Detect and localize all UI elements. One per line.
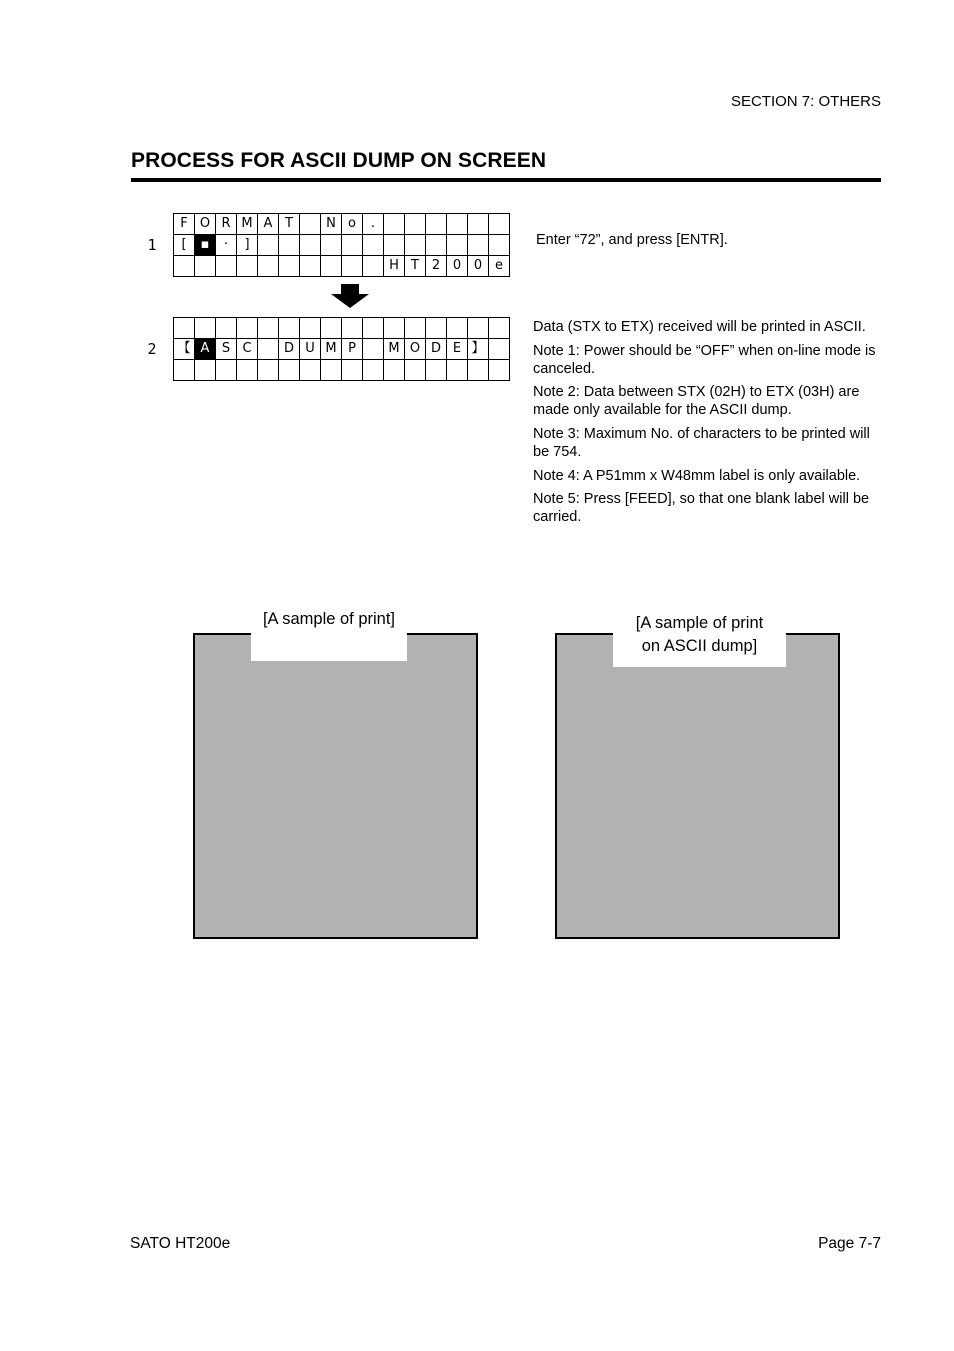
lcd-cell: [384, 318, 405, 339]
lcd-cell: [447, 214, 468, 235]
lcd-cell: [258, 339, 279, 360]
lcd-cell: [237, 318, 258, 339]
lcd-row: [174, 339, 510, 360]
step-1-description: Enter “72”, and press [ENTR].: [536, 232, 728, 248]
step-2-note-intro: Data (STX to ETX) received will be printed in ASCII.: [533, 319, 866, 335]
lcd-cell: C: [237, 339, 258, 360]
lcd-cell: [321, 235, 342, 256]
title-rule: [131, 178, 881, 182]
lcd-cell: [363, 235, 384, 256]
lcd-cell: [489, 214, 510, 235]
lcd-cell: [468, 360, 489, 381]
lcd-cell: ▪: [195, 235, 216, 256]
lcd-cell: [258, 318, 279, 339]
step-1-number: 1: [147, 236, 157, 254]
lcd-cell: T: [279, 214, 300, 235]
sample-ascii-dump-box: [555, 633, 840, 939]
lcd-display-step-2: [173, 317, 510, 381]
lcd-cell: [342, 360, 363, 381]
lcd-cell: [426, 214, 447, 235]
sample-ascii-caption-line-1: [A sample of print: [635, 614, 764, 632]
lcd-cell: P: [342, 339, 363, 360]
lcd-cell: [279, 360, 300, 381]
lcd-cell: [195, 256, 216, 277]
lcd-cell: [468, 214, 489, 235]
lcd-cell: [237, 256, 258, 277]
lcd-cell: [405, 214, 426, 235]
lcd-cell: [300, 235, 321, 256]
lcd-cell: [174, 318, 195, 339]
lcd-cell: D: [279, 339, 300, 360]
lcd-cell: O: [405, 339, 426, 360]
lcd-row: [174, 235, 510, 256]
lcd-cell: [489, 339, 510, 360]
step-2-note-5: Note 5: Press [FEED], so that one blank label will be carried.: [533, 491, 870, 525]
lcd-cell: [447, 360, 468, 381]
lcd-cell: R: [216, 214, 237, 235]
lcd-cell: [489, 360, 510, 381]
lcd-cell: [300, 214, 321, 235]
lcd-cell: [342, 318, 363, 339]
lcd-cell: ·: [216, 235, 237, 256]
lcd-cell: M: [384, 339, 405, 360]
lcd-row: [174, 256, 510, 277]
step-2-number: 2: [147, 340, 157, 358]
lcd-cell: [321, 318, 342, 339]
lcd-cell: [216, 360, 237, 381]
lcd-cell: [468, 318, 489, 339]
lcd-cell: [363, 339, 384, 360]
lcd-cell: [447, 318, 468, 339]
lcd-cell: D: [426, 339, 447, 360]
lcd-cell: o: [342, 214, 363, 235]
lcd-cell: [384, 360, 405, 381]
lcd-cell: [405, 318, 426, 339]
lcd-cell: A: [258, 214, 279, 235]
lcd-cell: [384, 235, 405, 256]
lcd-cell: [279, 256, 300, 277]
down-arrow-icon: [331, 284, 369, 308]
lcd-cell: [405, 235, 426, 256]
footer-product: SATO HT200e: [130, 1235, 231, 1252]
lcd-cell: [426, 318, 447, 339]
lcd-cell: [174, 256, 195, 277]
page-title: PROCESS FOR ASCII DUMP ON SCREEN: [131, 149, 547, 172]
lcd-cell: 【: [174, 339, 195, 360]
sample-print-caption: [251, 608, 407, 661]
sample-ascii-dump-caption: [613, 612, 786, 667]
lcd-cell: [363, 360, 384, 381]
lcd-cell: [279, 318, 300, 339]
lcd-cell: ]: [237, 235, 258, 256]
lcd-cell: [363, 318, 384, 339]
footer-page-number: Page 7-7: [818, 1235, 881, 1252]
lcd-cell: [384, 214, 405, 235]
lcd-cell: [321, 256, 342, 277]
lcd-cell: [300, 360, 321, 381]
lcd-cell: [258, 235, 279, 256]
lcd-cell: F: [174, 214, 195, 235]
lcd-cell: [489, 235, 510, 256]
lcd-cell: [363, 256, 384, 277]
lcd-cell: [195, 360, 216, 381]
lcd-cell: O: [195, 214, 216, 235]
step-2-note-4: Note 4: A P51mm x W48mm label is only available.: [533, 468, 861, 484]
lcd-cell: e: [489, 256, 510, 277]
lcd-cell: [258, 360, 279, 381]
lcd-cell: [468, 235, 489, 256]
lcd-cell: N: [321, 214, 342, 235]
lcd-cell: [237, 360, 258, 381]
step-2-note-3: Note 3: Maximum No. of characters to be printed will be 754.: [533, 426, 870, 460]
lcd-cell: 2: [426, 256, 447, 277]
lcd-cell: M: [321, 339, 342, 360]
lcd-row: [174, 214, 510, 235]
lcd-row: [174, 318, 510, 339]
lcd-cell: H: [384, 256, 405, 277]
lcd-cell: 0: [447, 256, 468, 277]
lcd-row: [174, 360, 510, 381]
lcd-cell: [447, 235, 468, 256]
lcd-cell: [258, 256, 279, 277]
lcd-cell: 】: [468, 339, 489, 360]
lcd-cell: [216, 256, 237, 277]
step-2-note-1: Note 1: Power should be “OFF” when on-line mode is canceled.: [533, 343, 876, 377]
lcd-cell: T: [405, 256, 426, 277]
lcd-cell: [342, 256, 363, 277]
lcd-cell: [405, 360, 426, 381]
lcd-display-step-1: [173, 213, 510, 277]
lcd-cell: [342, 235, 363, 256]
lcd-cell: U: [300, 339, 321, 360]
lcd-cell: [: [174, 235, 195, 256]
lcd-cell: [489, 318, 510, 339]
lcd-cell: .: [363, 214, 384, 235]
lcd-cell: 0: [468, 256, 489, 277]
sample-print-box: [193, 633, 478, 939]
lcd-cell: A: [195, 339, 216, 360]
lcd-cell: [216, 318, 237, 339]
lcd-cell: [279, 235, 300, 256]
lcd-cell: [195, 318, 216, 339]
section-label: SECTION 7: OTHERS: [730, 93, 881, 110]
lcd-cell: [174, 360, 195, 381]
step-2-note-2: Note 2: Data between STX (02H) to ETX (03H) are made only available for the ASCII dump.: [533, 384, 860, 418]
sample-print-caption-text: [A sample of print]: [262, 610, 396, 628]
lcd-cell: [321, 360, 342, 381]
lcd-cell: M: [237, 214, 258, 235]
lcd-cell: E: [447, 339, 468, 360]
lcd-cell: [426, 235, 447, 256]
lcd-cell: S: [216, 339, 237, 360]
lcd-cell: [426, 360, 447, 381]
sample-ascii-caption-line-2: on ASCII dump]: [641, 637, 758, 655]
lcd-cell: [300, 318, 321, 339]
lcd-cell: [300, 256, 321, 277]
